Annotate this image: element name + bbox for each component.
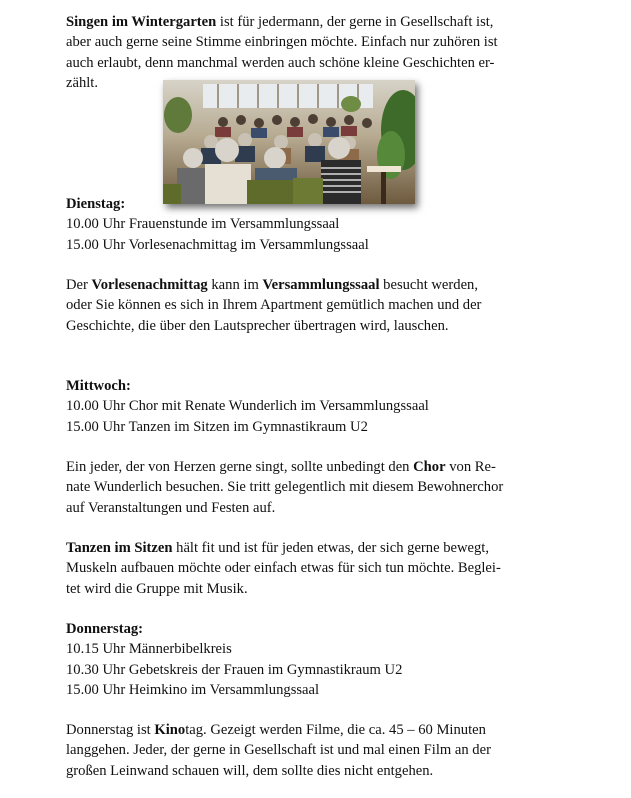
- desc-bold: Vorlesenachmittag: [91, 277, 208, 293]
- wednesday-section: [66, 376, 561, 437]
- desc-line: [66, 457, 561, 477]
- intro-line: auch erlaubt, denn manchmal werden auch schöne kleine Geschichten er-: [66, 54, 495, 71]
- tuesday-heading: Dienstag:: [66, 196, 126, 212]
- event-item: 10.00 Uhr Frauenstunde im Versammlungssaal: [66, 216, 340, 233]
- day-heading: [66, 619, 561, 639]
- desc-line: [66, 275, 561, 295]
- desc-line: [66, 720, 561, 740]
- desc-text: von Re-: [445, 459, 496, 475]
- kino-paragraph: [66, 720, 561, 781]
- tuesday-description: [66, 275, 561, 336]
- desc-bold: Tanzen im Sitzen: [66, 540, 173, 556]
- audience-photo-icon: [163, 80, 415, 204]
- event-item: 15.00 Uhr Heimkino im Versammlungssaal: [66, 681, 320, 698]
- intro-line: aber auch gerne seine Stimme einbringen möchte. Einfach nur zuhören ist: [66, 34, 498, 51]
- desc-text: besucht werden,: [379, 277, 478, 293]
- tuesday-section: [66, 194, 561, 255]
- event-item: 10.00 Uhr Chor mit Renate Wunderlich im Versammlungssaal: [66, 398, 429, 415]
- desc-line: langgehen. Jeder, der gerne in Gesellschaft ist und mal einen Film an der: [66, 742, 491, 759]
- desc-bold: Chor: [413, 459, 446, 475]
- tanzen-paragraph: [66, 538, 561, 599]
- intro-line: [66, 12, 561, 32]
- event-item: 10.15 Uhr Männerbibelkreis: [66, 641, 232, 658]
- desc-bold: Kino: [154, 722, 186, 738]
- intro-bold: Singen im Wintergarten: [66, 14, 217, 30]
- thursday-heading: Donnerstag:: [66, 621, 144, 637]
- desc-text: Donnerstag ist: [66, 722, 155, 738]
- desc-line: auf Veranstaltungen und Festen auf.: [66, 499, 276, 516]
- thursday-section: [66, 619, 561, 700]
- desc-text: hält fit und ist für jeden etwas, der sich gerne bewegt,: [172, 540, 490, 556]
- desc-line: Muskeln aufbauen möchte oder einfach etwas für sich tun möchte. Beglei-: [66, 560, 501, 577]
- desc-text: Der: [66, 277, 92, 293]
- intro-text: ist für jedermann, der gerne in Gesellschaft ist,: [216, 14, 494, 30]
- intro-line: zählt.: [66, 74, 99, 91]
- day-heading: [66, 194, 561, 214]
- audience-photo: [163, 80, 415, 204]
- event-item: 15.00 Uhr Vorlesenachmittag im Versammlungssaal: [66, 236, 369, 253]
- desc-line: [66, 538, 561, 558]
- event-item: 15.00 Uhr Tanzen im Sitzen im Gymnastikraum U2: [66, 418, 368, 435]
- desc-line: Geschichte, die über den Lautsprecher übertragen wird, lauschen.: [66, 317, 449, 334]
- desc-bold: Versammlungssaal: [262, 277, 380, 293]
- desc-line: nate Wunderlich besuchen. Sie tritt gelegentlich mit diesem Bewohnerchor: [66, 479, 504, 496]
- event-item: 10.30 Uhr Gebetskreis der Frauen im Gymnastikraum U2: [66, 661, 403, 678]
- desc-line: oder Sie können es sich in Ihrem Apartment gemütlich machen und der: [66, 297, 482, 314]
- wednesday-heading: Mittwoch:: [66, 378, 131, 394]
- desc-text: Ein jeder, der von Herzen gerne singt, sollte unbedingt den: [66, 459, 414, 475]
- desc-text: tag. Gezeigt werden Filme, die ca. 45 – 60 Minuten: [185, 722, 486, 738]
- desc-line: großen Leinwand schauen will, dem sollte dies nicht entgehen.: [66, 762, 434, 779]
- desc-line: tet wird die Gruppe mit Musik.: [66, 580, 248, 597]
- desc-text: kann im: [207, 277, 263, 293]
- day-heading: [66, 376, 561, 396]
- chor-paragraph: [66, 457, 561, 518]
